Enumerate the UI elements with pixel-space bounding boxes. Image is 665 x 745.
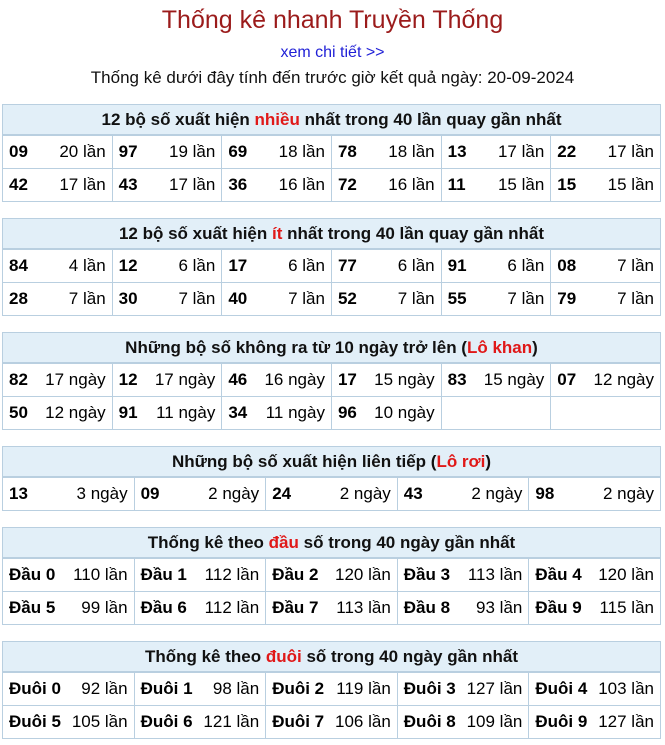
stat-count: 121 lần — [203, 712, 260, 731]
stat-cell — [112, 283, 222, 316]
lo-roi-table — [2, 477, 661, 511]
lo-khan-table — [2, 363, 661, 430]
stat-cell — [3, 136, 113, 169]
stat-cell — [441, 250, 551, 283]
stat-number: 40 — [228, 289, 248, 308]
stat-count: 17 lần — [59, 175, 106, 194]
stat-number: Đuôi 0 — [9, 679, 61, 698]
stat-count: 18 lần — [278, 142, 325, 161]
stat-count: 12 ngày — [45, 403, 106, 422]
stat-count: 17 ngày — [45, 370, 106, 389]
stat-count: 103 lần — [598, 679, 654, 698]
stat-count: 93 lần — [476, 598, 523, 617]
table-row — [3, 397, 661, 430]
header-highlight: Lô khan — [466, 338, 533, 357]
stat-cell — [112, 136, 222, 169]
header-highlight: Lô rơi — [436, 452, 486, 471]
stat-cell — [3, 169, 113, 202]
stat-cell — [529, 559, 661, 592]
table-row — [3, 169, 661, 202]
stat-cell — [441, 169, 551, 202]
stat-count: 6 lần — [507, 256, 545, 275]
stat-number: Đầu 5 — [9, 598, 56, 617]
stat-count: 6 lần — [288, 256, 325, 275]
table-row — [3, 283, 661, 316]
stat-cell — [134, 478, 266, 511]
stat-cell — [441, 364, 551, 397]
header-text: nhất trong 40 lần quay gần nhất — [299, 110, 562, 129]
stat-count: 16 lần — [388, 175, 435, 194]
stat-number: Đuôi 1 — [140, 679, 193, 698]
stat-count: 7 lần — [397, 289, 435, 308]
stat-number: Đuôi 4 — [535, 679, 588, 698]
stat-cell — [266, 478, 398, 511]
stat-number: 91 — [118, 403, 138, 422]
stat-count: 15 ngày — [483, 370, 545, 389]
stat-number: Đuôi 7 — [272, 712, 325, 731]
stat-cell — [529, 673, 661, 706]
stat-count: 11 ngày — [265, 403, 325, 422]
table-row — [3, 136, 661, 169]
stat-cell — [331, 169, 441, 202]
stat-count: 7 lần — [178, 289, 216, 308]
stat-cell — [331, 283, 441, 316]
stat-number: 30 — [118, 289, 138, 308]
stat-cell — [222, 250, 332, 283]
stat-number: 36 — [228, 175, 248, 194]
stat-number: 82 — [9, 370, 28, 389]
lo-khan-header — [2, 332, 661, 363]
stat-count: 6 lần — [178, 256, 216, 275]
stat-number: 43 — [118, 175, 138, 194]
stat-count: 16 lần — [278, 175, 325, 194]
stat-number: Đầu 6 — [140, 598, 187, 617]
stat-cell — [529, 592, 661, 625]
duoi-section — [2, 641, 661, 739]
stat-cell — [331, 136, 441, 169]
stat-cell — [551, 250, 661, 283]
stat-number: 24 — [272, 484, 292, 503]
stat-cell — [3, 397, 113, 430]
stat-count: 2 ngày — [339, 484, 391, 503]
lo-khan-section — [2, 332, 661, 430]
stat-cell — [222, 364, 332, 397]
stat-count: 19 lần — [168, 142, 216, 161]
lo-roi-section — [2, 446, 661, 511]
table-row — [3, 592, 661, 625]
stat-number: Đầu 0 — [9, 565, 56, 584]
stat-number: 42 — [9, 175, 28, 194]
stat-count: 17 ngày — [154, 370, 216, 389]
stat-cell — [222, 283, 332, 316]
stat-cell — [441, 283, 551, 316]
stat-number: 52 — [337, 289, 357, 308]
stat-count: 10 ngày — [374, 403, 435, 422]
stat-number: 84 — [9, 256, 28, 275]
stat-number: 97 — [118, 142, 138, 161]
stat-number: 09 — [140, 484, 160, 503]
least-frequent-table — [2, 249, 661, 316]
stat-number: 09 — [9, 142, 28, 161]
stat-number: 79 — [557, 289, 577, 308]
table-row — [3, 559, 661, 592]
stat-number: Đuôi 6 — [140, 712, 193, 731]
stat-number: Đuôi 3 — [403, 679, 456, 698]
stat-cell — [397, 706, 529, 739]
stat-number: Đuôi 8 — [403, 712, 456, 731]
header-highlight: đầu — [268, 533, 299, 552]
stat-count: 7 lần — [507, 289, 545, 308]
duoi-table — [2, 672, 661, 739]
stat-count: 17 lần — [497, 142, 545, 161]
stat-cell — [331, 250, 441, 283]
stat-cell — [331, 364, 441, 397]
stat-cell — [551, 169, 661, 202]
stat-cell — [222, 169, 332, 202]
stat-number: 77 — [337, 256, 357, 275]
stat-number: Đầu 3 — [403, 565, 451, 584]
stat-cell — [266, 673, 398, 706]
stat-cell — [112, 169, 222, 202]
stat-cell — [551, 364, 661, 397]
least-frequent-header — [2, 218, 661, 249]
stat-number: 83 — [447, 370, 467, 389]
stat-cell — [222, 136, 332, 169]
header-text: 12 bộ số xuất hiện — [101, 110, 255, 129]
stat-cell — [551, 283, 661, 316]
stat-number: Đầu 4 — [535, 565, 582, 584]
stat-cell — [3, 478, 135, 511]
stat-number: 43 — [403, 484, 423, 503]
stat-number: 22 — [557, 142, 577, 161]
most-frequent-table — [2, 135, 661, 202]
stat-number: 17 — [337, 370, 357, 389]
stat-cell — [3, 592, 135, 625]
stat-number: Đầu 2 — [272, 565, 319, 584]
stat-cell — [112, 397, 222, 430]
header-text: nhất trong 40 lần quay gần nhất — [282, 224, 545, 243]
stat-cell — [397, 592, 529, 625]
lo-roi-header — [2, 446, 661, 477]
dau-section — [2, 527, 661, 625]
stat-count: 20 lần — [59, 142, 106, 161]
stat-count: 3 ngày — [76, 484, 128, 503]
stat-count: 127 lần — [598, 712, 654, 731]
stat-count: 120 lần — [598, 565, 654, 584]
stat-number: 12 — [118, 256, 138, 275]
stat-count: 115 lần — [599, 598, 654, 617]
table-row — [3, 706, 661, 739]
header-text: Những bộ số không ra từ 10 ngày trở lên ( — [125, 338, 467, 357]
stat-cell — [551, 397, 661, 430]
stat-cell — [3, 364, 113, 397]
stat-number: 91 — [447, 256, 467, 275]
stat-count: 15 ngày — [374, 370, 435, 389]
stat-number: Đầu 1 — [140, 565, 187, 584]
stat-cell — [3, 559, 135, 592]
stat-count: 4 lần — [68, 256, 106, 275]
stat-number: Đầu 8 — [403, 598, 451, 617]
stat-number: 15 — [557, 175, 577, 194]
header-text: ) — [532, 338, 538, 357]
stat-cell — [134, 673, 266, 706]
most-frequent-section — [2, 104, 661, 202]
stat-cell — [3, 673, 135, 706]
stat-cell — [134, 592, 266, 625]
stat-cell — [3, 706, 135, 739]
stat-count: 112 lần — [204, 565, 260, 584]
stat-cell — [551, 136, 661, 169]
stat-count: 6 lần — [397, 256, 435, 275]
stat-count: 12 ngày — [593, 370, 654, 389]
stat-cell — [266, 559, 398, 592]
table-row — [3, 250, 661, 283]
stat-cell — [134, 706, 266, 739]
stat-count: 119 lần — [336, 679, 391, 698]
stat-cell — [397, 478, 529, 511]
stat-cell — [397, 559, 529, 592]
dau-header — [2, 527, 661, 558]
header-text: ) — [485, 452, 492, 471]
stat-cell — [3, 283, 113, 316]
stat-cell — [112, 250, 222, 283]
stat-number: 13 — [9, 484, 28, 503]
header-highlight: nhiều — [254, 110, 300, 129]
stat-number: 69 — [228, 142, 248, 161]
duoi-header — [2, 641, 661, 672]
stat-count: 7 lần — [617, 289, 654, 308]
stat-count: 7 lần — [68, 289, 106, 308]
stat-count: 16 ngày — [264, 370, 325, 389]
stat-count: 11 ngày — [156, 403, 216, 422]
stat-count: 112 lần — [204, 598, 260, 617]
header-text: Thống kê theo — [147, 533, 269, 552]
header-highlight: ít — [272, 224, 283, 243]
stat-count: 127 lần — [466, 679, 523, 698]
stat-number: Đuôi 2 — [272, 679, 325, 698]
stat-count: 92 lần — [81, 679, 128, 698]
stat-number: 72 — [337, 175, 357, 194]
stat-number: 28 — [9, 289, 28, 308]
stat-count: 113 lần — [336, 598, 391, 617]
stat-number: 11 — [447, 175, 466, 194]
stat-number: 78 — [337, 142, 357, 161]
stat-number: 34 — [228, 403, 248, 422]
most-frequent-header — [2, 104, 661, 135]
stat-count: 17 lần — [607, 142, 654, 161]
table-row — [3, 673, 661, 706]
stat-count: 2 ngày — [208, 484, 260, 503]
header-text: số trong 40 ngày gần nhất — [301, 647, 519, 666]
stat-cell — [529, 706, 661, 739]
stat-count: 109 lần — [466, 712, 523, 731]
stat-cell — [441, 136, 551, 169]
least-frequent-section — [2, 218, 661, 316]
stat-cell — [266, 592, 398, 625]
page-subtitle: Thống kê dưới đây tính đến trước giờ kết quả ngày: 20-09-2024 — [90, 68, 575, 87]
stat-count: 105 lần — [71, 712, 128, 731]
dau-table — [2, 558, 661, 625]
stat-cell — [112, 364, 222, 397]
stat-cell — [331, 397, 441, 430]
stat-number: 96 — [337, 403, 357, 422]
stat-cell — [222, 397, 332, 430]
stat-number: Đầu 7 — [272, 598, 319, 617]
stat-count: 15 lần — [607, 175, 654, 194]
stat-count: 7 lần — [288, 289, 325, 308]
stat-number: 98 — [535, 484, 555, 503]
stat-count: 17 lần — [168, 175, 216, 194]
stat-count: 98 lần — [212, 679, 260, 698]
header-text: 12 bộ số xuất hiện — [118, 224, 272, 243]
stat-count: 110 lần — [73, 565, 128, 584]
header-text: số trong 40 ngày gần nhất — [298, 533, 516, 552]
stat-number: 50 — [9, 403, 28, 422]
stat-cell — [397, 673, 529, 706]
header-text: Những bộ số xuất hiện liên tiếp ( — [171, 452, 437, 471]
stat-count: 7 lần — [617, 256, 654, 275]
stat-count: 2 ngày — [602, 484, 654, 503]
stat-cell — [3, 250, 113, 283]
stat-number: 13 — [447, 142, 467, 161]
stat-cell — [529, 478, 661, 511]
header-highlight: đuôi — [265, 647, 302, 666]
stat-cell — [134, 559, 266, 592]
stat-number: Đuôi 5 — [9, 712, 61, 731]
stat-cell — [266, 706, 398, 739]
stat-number: Đuôi 9 — [535, 712, 588, 731]
stat-number: 17 — [228, 256, 248, 275]
stat-number: 07 — [557, 370, 577, 389]
header-text: Thống kê theo — [144, 647, 266, 666]
stat-count: 120 lần — [335, 565, 391, 584]
stat-cell — [441, 397, 551, 430]
stat-number: 46 — [228, 370, 248, 389]
page-title: Thống kê nhanh Truyền Thống — [161, 6, 504, 34]
stat-number: 08 — [557, 256, 577, 275]
stat-number: 55 — [447, 289, 467, 308]
stat-count: 2 ngày — [471, 484, 523, 503]
stat-count: 99 lần — [81, 598, 128, 617]
table-row — [3, 364, 661, 397]
stat-count: 113 lần — [467, 565, 523, 584]
detail-link[interactable]: xem chi tiết >> — [280, 44, 385, 61]
stat-count: 106 lần — [335, 712, 391, 731]
stat-number: Đầu 9 — [535, 598, 582, 617]
stat-number: 12 — [118, 370, 138, 389]
table-row — [3, 478, 661, 511]
stat-count: 18 lần — [388, 142, 435, 161]
stat-count: 15 lần — [497, 175, 545, 194]
